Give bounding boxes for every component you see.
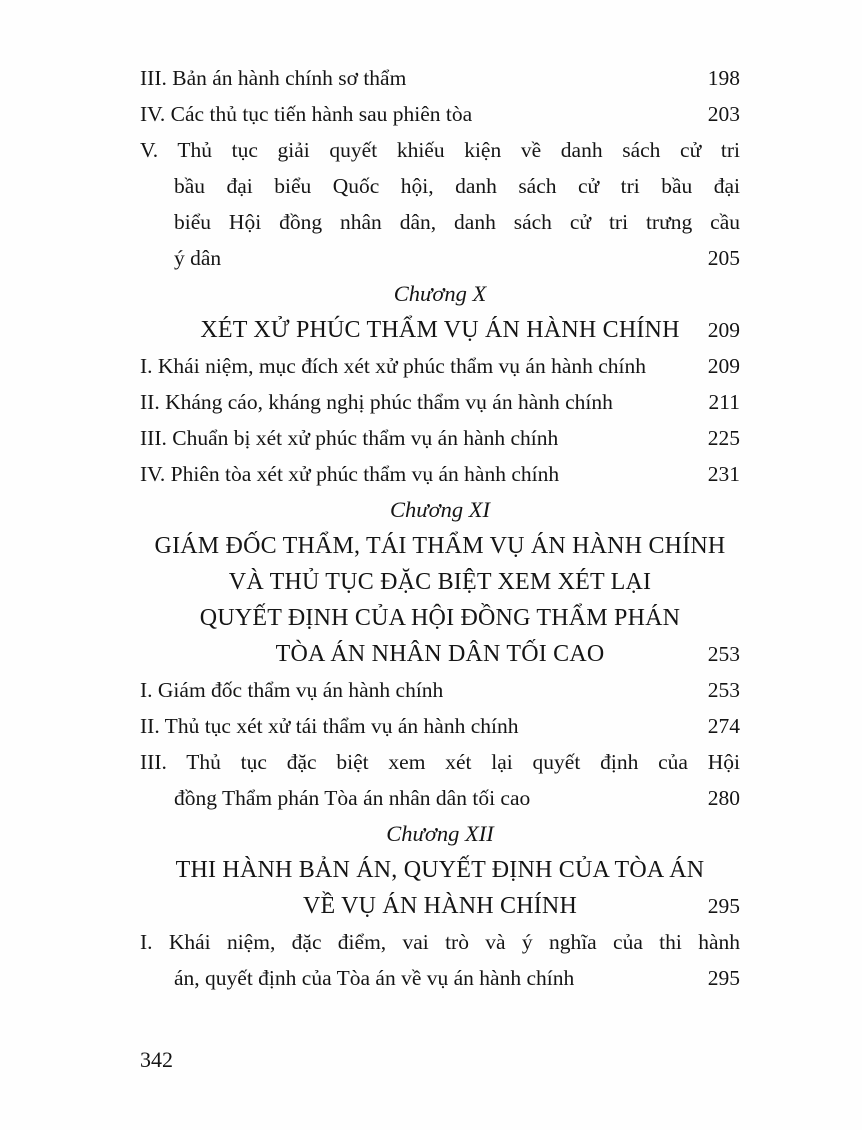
toc-entry <box>140 672 740 708</box>
toc-entry-line: III. Chuẩn bị xét xử phúc thẩm vụ án hành chính <box>140 426 559 450</box>
toc-page-number: 253 <box>707 642 740 666</box>
toc-page-number: 205 <box>707 246 740 270</box>
toc-page-number: 295 <box>707 966 740 990</box>
toc-entry-line: IV. Các thủ tục tiến hành sau phiên tòa <box>140 102 473 126</box>
chapter-label <box>140 276 740 312</box>
toc-entry <box>140 348 740 384</box>
toc-entry <box>140 924 740 996</box>
toc-entry-line: III. Bản án hành chính sơ thẩm <box>140 66 407 90</box>
toc-entry-line: III. Thủ tục đặc biệt xem xét lại quyết định của Hội <box>140 750 740 774</box>
chapter-label <box>140 492 740 528</box>
toc-entry-line: I. Khái niệm, mục đích xét xử phúc thẩm vụ án hành chính <box>140 354 647 378</box>
toc-page-number: 280 <box>707 786 740 810</box>
chapter-label-text: Chương XII <box>386 821 494 846</box>
folio-page-number: 342 <box>140 1047 173 1072</box>
toc-entry <box>140 96 740 132</box>
chapter-title-line: THI HÀNH BẢN ÁN, QUYẾT ĐỊNH CỦA TÒA ÁN <box>175 857 705 883</box>
toc-entry-line: I. Khái niệm, đặc điểm, vai trò và ý nghĩa của thi hành <box>140 930 740 954</box>
chapter-title-line: TÒA ÁN NHÂN DÂN TỐI CAO <box>275 641 605 667</box>
toc-page-number: 211 <box>708 390 740 414</box>
toc-entry <box>140 420 740 456</box>
toc-entry-line: đồng Thẩm phán Tòa án nhân dân tối cao <box>174 786 531 810</box>
toc-entry-line: II. Kháng cáo, kháng nghị phúc thẩm vụ án hành chính <box>140 390 613 414</box>
toc-page-number: 203 <box>707 102 740 126</box>
toc-entry-line: ý dân <box>174 246 222 270</box>
toc-entry <box>140 708 740 744</box>
toc-entry-line: I. Giám đốc thẩm vụ án hành chính <box>140 678 444 702</box>
toc-entry <box>140 132 740 276</box>
toc-entry-line: V. Thủ tục giải quyết khiếu kiện về danh sách cử tri <box>140 138 740 162</box>
chapter-title <box>140 312 740 348</box>
chapter-title-line: QUYẾT ĐỊNH CỦA HỘI ĐỒNG THẨM PHÁN <box>199 605 681 631</box>
toc-entry <box>140 744 740 816</box>
toc-page-number: 198 <box>707 66 740 90</box>
toc-entry <box>140 456 740 492</box>
chapter-title <box>140 528 740 672</box>
chapter-title-line: VÀ THỦ TỤC ĐẶC BIỆT XEM XÉT LẠI <box>228 569 652 595</box>
chapter-title-line: VỀ VỤ ÁN HÀNH CHÍNH <box>302 893 577 919</box>
toc-entry-line: IV. Phiên tòa xét xử phúc thẩm vụ án hành chính <box>140 462 560 486</box>
toc-entry-line: bầu đại biểu Quốc hội, danh sách cử tri bầu đại <box>174 174 740 198</box>
chapter-title-line: XÉT XỬ PHÚC THẨM VỤ ÁN HÀNH CHÍNH <box>200 317 680 343</box>
toc-entry <box>140 384 740 420</box>
toc-entry-line: biểu Hội đồng nhân dân, danh sách cử tri trưng cầu <box>174 210 740 234</box>
table-of-contents <box>140 60 740 996</box>
toc-entry-line: II. Thủ tục xét xử tái thẩm vụ án hành chính <box>140 714 519 738</box>
chapter-title-line: GIÁM ĐỐC THẨM, TÁI THẨM VỤ ÁN HÀNH CHÍNH <box>154 533 726 559</box>
toc-page-number: 274 <box>707 714 740 738</box>
toc-page-number: 253 <box>707 678 740 702</box>
toc-entry <box>140 60 740 96</box>
toc-page-number: 209 <box>707 318 740 342</box>
toc-page-number: 225 <box>707 426 740 450</box>
toc-page-number: 209 <box>707 354 740 378</box>
chapter-title <box>140 852 740 924</box>
chapter-label <box>140 816 740 852</box>
toc-entry-line: án, quyết định của Tòa án về vụ án hành chính <box>174 966 575 990</box>
toc-page-number: 295 <box>707 894 740 918</box>
chapter-label-text: Chương XI <box>390 497 490 522</box>
toc-page-number: 231 <box>707 462 740 486</box>
chapter-label-text: Chương X <box>393 281 487 306</box>
